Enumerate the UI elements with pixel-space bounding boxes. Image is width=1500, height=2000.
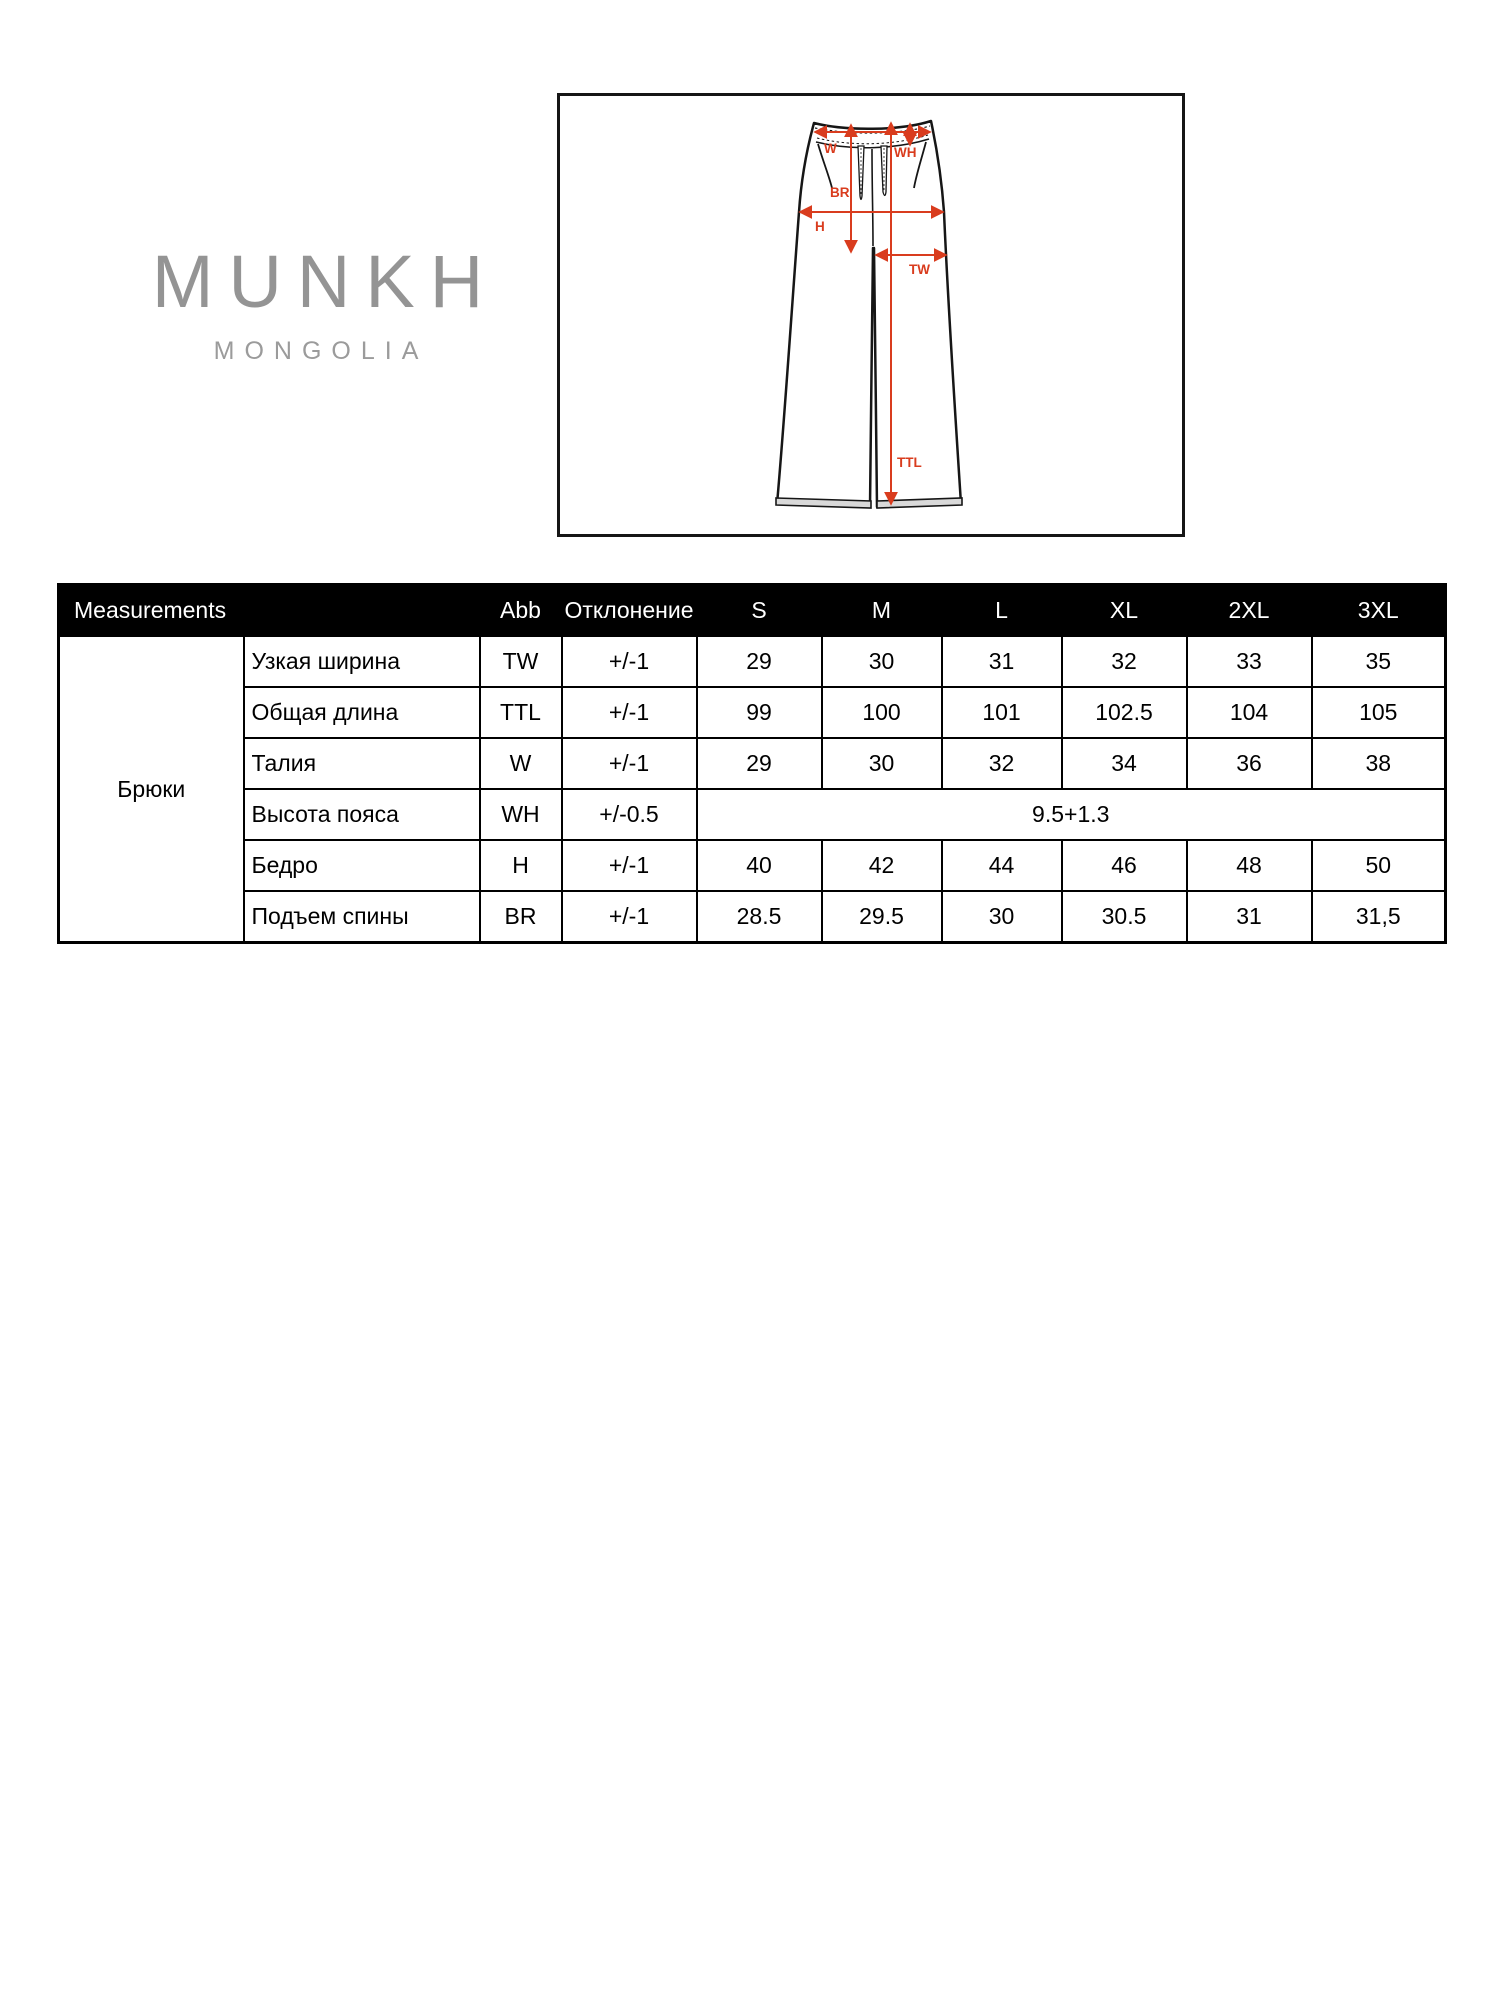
measurements-table	[57, 583, 1447, 944]
header-size-m: M	[822, 585, 942, 637]
tolerance-cell: +/-0.5	[562, 789, 697, 840]
abb-cell: W	[480, 738, 562, 789]
center-front-seam	[872, 149, 873, 246]
value-cell: 31	[1187, 891, 1312, 943]
header-measurements: Measurements	[59, 585, 480, 637]
value-cell: 104	[1187, 687, 1312, 738]
table-row	[59, 738, 1446, 789]
measurement-name-cell: Талия	[244, 738, 480, 789]
value-cell: 29.5	[822, 891, 942, 943]
value-cell: 30.5	[1062, 891, 1187, 943]
abb-cell: BR	[480, 891, 562, 943]
value-cell: 105	[1312, 687, 1446, 738]
abb-cell: H	[480, 840, 562, 891]
value-cell: 50	[1312, 840, 1446, 891]
header-abb: Abb	[480, 585, 562, 637]
header-size-2xl: 2XL	[1187, 585, 1312, 637]
table-row	[59, 891, 1446, 943]
header-size-l: L	[942, 585, 1062, 637]
value-cell: 34	[1062, 738, 1187, 789]
brand-name: MUNKH	[151, 240, 499, 323]
value-cell: 29	[697, 738, 822, 789]
tolerance-cell: +/-1	[562, 840, 697, 891]
value-cell: 40	[697, 840, 822, 891]
tolerance-cell: +/-1	[562, 891, 697, 943]
measurement-name-cell: Общая длина	[244, 687, 480, 738]
abb-cell: TW	[480, 636, 562, 687]
pants-measurement-diagram	[557, 93, 1185, 537]
value-cell: 46	[1062, 840, 1187, 891]
abb-cell: TTL	[480, 687, 562, 738]
measurement-name-cell: Узкая ширина	[244, 636, 480, 687]
value-cell: 33	[1187, 636, 1312, 687]
label-tw: TW	[909, 262, 930, 277]
value-cell: 38	[1312, 738, 1446, 789]
header-size-xl: XL	[1062, 585, 1187, 637]
table-header-row	[59, 585, 1446, 637]
value-cell: 36	[1187, 738, 1312, 789]
value-cell: 29	[697, 636, 822, 687]
label-h: H	[815, 219, 825, 234]
merged-value-cell: 9.5+1.3	[697, 789, 1446, 840]
value-cell: 28.5	[697, 891, 822, 943]
table-row	[59, 840, 1446, 891]
garment-group-cell: Брюки	[59, 636, 244, 943]
header-tolerance: Отклонение	[562, 585, 697, 637]
measurement-name-cell: Бедро	[244, 840, 480, 891]
value-cell: 32	[942, 738, 1062, 789]
value-cell: 102.5	[1062, 687, 1187, 738]
brand-logo	[138, 240, 504, 366]
value-cell: 32	[1062, 636, 1187, 687]
brand-subtitle: MONGOLIA	[213, 336, 429, 365]
pants-outline	[777, 121, 961, 507]
value-cell: 100	[822, 687, 942, 738]
value-cell: 30	[942, 891, 1062, 943]
value-cell: 31	[942, 636, 1062, 687]
tolerance-cell: +/-1	[562, 738, 697, 789]
value-cell: 42	[822, 840, 942, 891]
value-cell: 101	[942, 687, 1062, 738]
label-w: W	[824, 141, 837, 156]
tolerance-cell: +/-1	[562, 636, 697, 687]
label-wh: WH	[894, 145, 917, 160]
pants-flat-sketch	[560, 96, 1182, 534]
value-cell: 30	[822, 636, 942, 687]
measurement-name-cell: Подъем спины	[244, 891, 480, 943]
abb-cell: WH	[480, 789, 562, 840]
measurement-name-cell: Высота пояса	[244, 789, 480, 840]
value-cell: 30	[822, 738, 942, 789]
label-ttl: TTL	[897, 455, 922, 470]
value-cell: 31,5	[1312, 891, 1446, 943]
table-row	[59, 687, 1446, 738]
header-size-3xl: 3XL	[1312, 585, 1446, 637]
value-cell: 48	[1187, 840, 1312, 891]
table-row	[59, 636, 1446, 687]
table-row	[59, 789, 1446, 840]
label-br: BR	[830, 185, 850, 200]
tolerance-cell: +/-1	[562, 687, 697, 738]
value-cell: 35	[1312, 636, 1446, 687]
value-cell: 44	[942, 840, 1062, 891]
value-cell: 99	[697, 687, 822, 738]
header-size-s: S	[697, 585, 822, 637]
